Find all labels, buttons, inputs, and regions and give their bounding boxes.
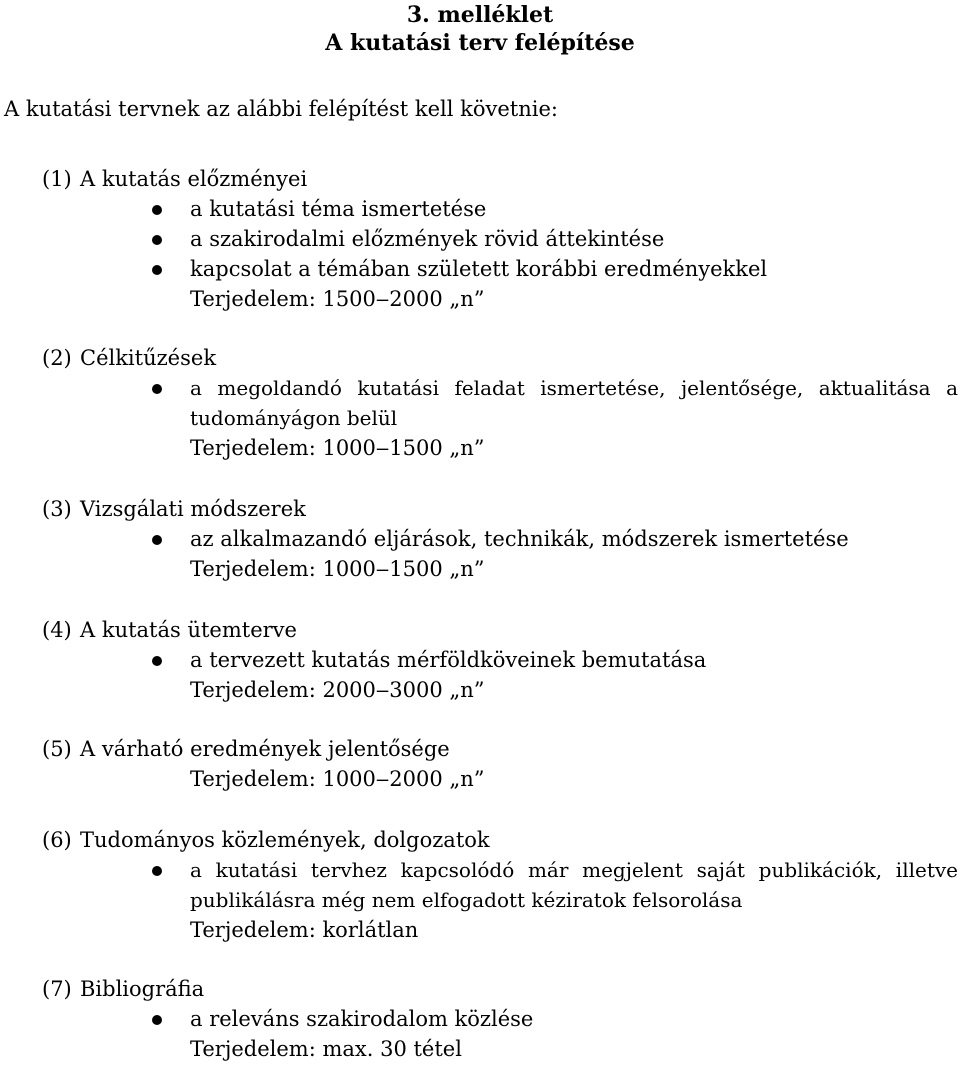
intro-text: A kutatási tervnek az alábbi felépítést kell követnie: bbox=[4, 97, 558, 121]
section-6-heading bbox=[42, 825, 490, 855]
list-item: a megoldandó kutatási feladat ismertetése, jelentősége, aktualitása a tudományágon belül bbox=[190, 376, 958, 430]
list-item: a kutatási téma ismertetése bbox=[190, 197, 487, 221]
list-item: kapcsolat a témában született korábbi eredményekkel bbox=[190, 257, 768, 281]
scope-text: Terjedelem: 1000‒1500 „n” bbox=[190, 557, 485, 581]
section-5-heading bbox=[42, 734, 450, 764]
section-number: (7) bbox=[42, 977, 72, 1001]
scope-text: Terjedelem: korlátlan bbox=[190, 918, 419, 942]
bullet-icon bbox=[152, 1015, 162, 1025]
section-number: (5) bbox=[42, 737, 72, 761]
list-item: az alkalmazandó eljárások, technikák, módszerek ismertetése bbox=[190, 527, 849, 551]
section-title: A kutatás ütemterve bbox=[80, 618, 297, 642]
section-3-heading bbox=[42, 494, 306, 524]
bullet-icon bbox=[152, 866, 162, 876]
annex-label: 3. melléklet bbox=[406, 2, 554, 28]
bullet-icon bbox=[152, 205, 162, 215]
document-title: A kutatási terv felépítése bbox=[325, 30, 635, 56]
section-number: (6) bbox=[42, 828, 72, 852]
section-title: Bibliográfia bbox=[80, 977, 205, 1001]
bullet-icon bbox=[152, 384, 162, 394]
section-number: (2) bbox=[42, 346, 72, 370]
scope-text: Terjedelem: 1000‒1500 „n” bbox=[190, 436, 485, 460]
section-title: A várható eredmények jelentősége bbox=[80, 737, 450, 761]
list-item: a kutatási tervhez kapcsolódó már megjelent saját publikációk, illetve publikálásra még nem elfogadott kéziratok felsorolása bbox=[190, 858, 958, 912]
list-item: a szakirodalmi előzmények rövid áttekintése bbox=[190, 227, 665, 251]
bullet-icon bbox=[152, 265, 162, 275]
scope-text: Terjedelem: 1000‒2000 „n” bbox=[190, 767, 485, 791]
section-number: (3) bbox=[42, 497, 72, 521]
bullet-icon bbox=[152, 656, 162, 666]
bullet-icon bbox=[152, 235, 162, 245]
section-number: (1) bbox=[42, 167, 72, 191]
section-title: Tudományos közlemények, dolgozatok bbox=[80, 828, 490, 852]
section-title: Célkitűzések bbox=[80, 346, 217, 370]
section-7-heading bbox=[42, 974, 204, 1004]
section-4-heading bbox=[42, 615, 297, 645]
list-item: a tervezett kutatás mérföldköveinek bemutatása bbox=[190, 648, 707, 672]
bullet-icon bbox=[152, 535, 162, 545]
list-item: a releváns szakirodalom közlése bbox=[190, 1007, 534, 1031]
section-2-heading bbox=[42, 343, 216, 373]
section-title: A kutatás előzményei bbox=[80, 167, 308, 191]
section-number: (4) bbox=[42, 618, 72, 642]
scope-text: Terjedelem: max. 30 tétel bbox=[190, 1037, 462, 1061]
scope-text: Terjedelem: 2000‒3000 „n” bbox=[190, 678, 485, 702]
section-title: Vizsgálati módszerek bbox=[80, 497, 306, 521]
scope-text: Terjedelem: 1500‒2000 „n” bbox=[190, 287, 485, 311]
section-1-heading bbox=[42, 164, 307, 194]
